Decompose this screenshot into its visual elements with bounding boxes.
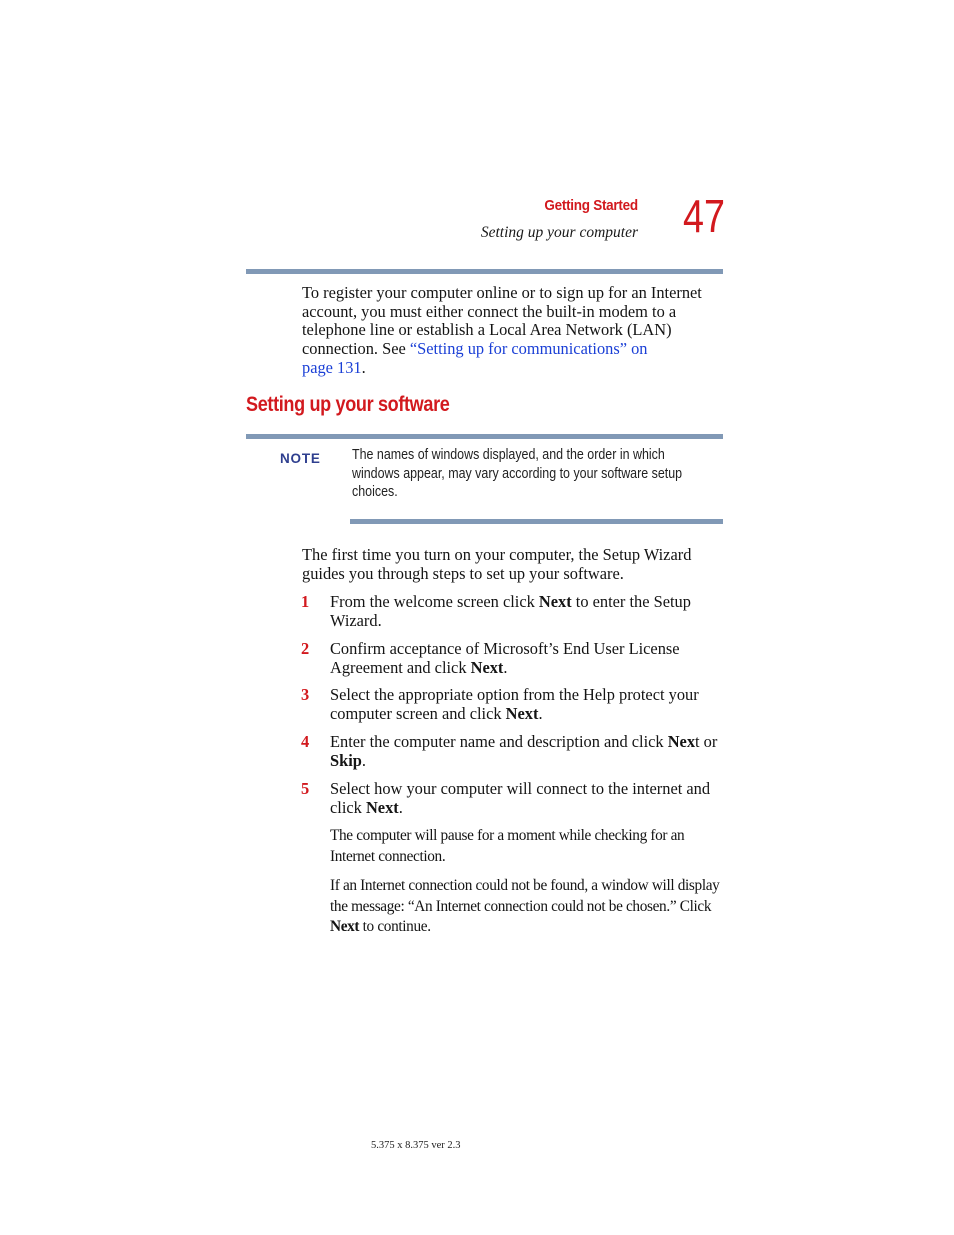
step-text: Select the appropriate option from the Help protect your computer screen and click Next. xyxy=(330,685,699,723)
note-bottom-rule xyxy=(350,519,723,524)
note-text: The names of windows displayed, and the order in which windows appear, may vary according to your software setup choices. xyxy=(352,446,683,501)
step-text: Enter the computer name and description and click Next or Skip. xyxy=(330,732,718,770)
page-footer: 5.375 x 8.375 ver 2.3 xyxy=(371,1140,461,1151)
step-text: From the welcome screen click Next to enter the Setup Wizard. xyxy=(330,592,691,630)
intro-text: To register your computer online or to sign up for an Internet account, you must either connect the built-in modem to a telephone line or establish a Local Area Network (LAN) connection. See xyxy=(302,283,702,359)
step-text: Confirm acceptance of Microsoft’s End User License Agreement and click Next. xyxy=(330,639,680,677)
communications-link[interactable]: “Setting up for communications” on page 131 xyxy=(302,339,648,377)
section-subtitle: Setting up your computer xyxy=(480,224,638,241)
chapter-title: Getting Started xyxy=(544,197,638,214)
header-rule xyxy=(246,269,723,274)
step-number: 1 xyxy=(301,592,310,611)
step-number: 5 xyxy=(301,779,310,798)
intro-paragraph xyxy=(302,284,722,378)
note-top-rule xyxy=(246,434,723,439)
wizard-intro: The first time you turn on your computer, the Setup Wizard guides you through steps to set up your software. xyxy=(302,545,692,583)
connection-not-found-note: If an Internet connection could not be found, a window will display the message: “An Internet connection could not be chosen.” Click Next to continue. xyxy=(330,877,720,935)
step-number: 3 xyxy=(301,685,310,704)
step-number: 4 xyxy=(301,732,310,751)
step-text: Select how your computer will connect to the internet and click Next. xyxy=(330,779,711,817)
intro-period: . xyxy=(361,357,366,377)
page-number: 47 xyxy=(683,190,725,242)
section-heading: Setting up your software xyxy=(246,393,450,416)
step-number: 2 xyxy=(301,639,310,658)
pause-note: The computer will pause for a moment while checking for an Internet connection. xyxy=(330,827,685,865)
note-label: NOTE xyxy=(280,451,321,466)
